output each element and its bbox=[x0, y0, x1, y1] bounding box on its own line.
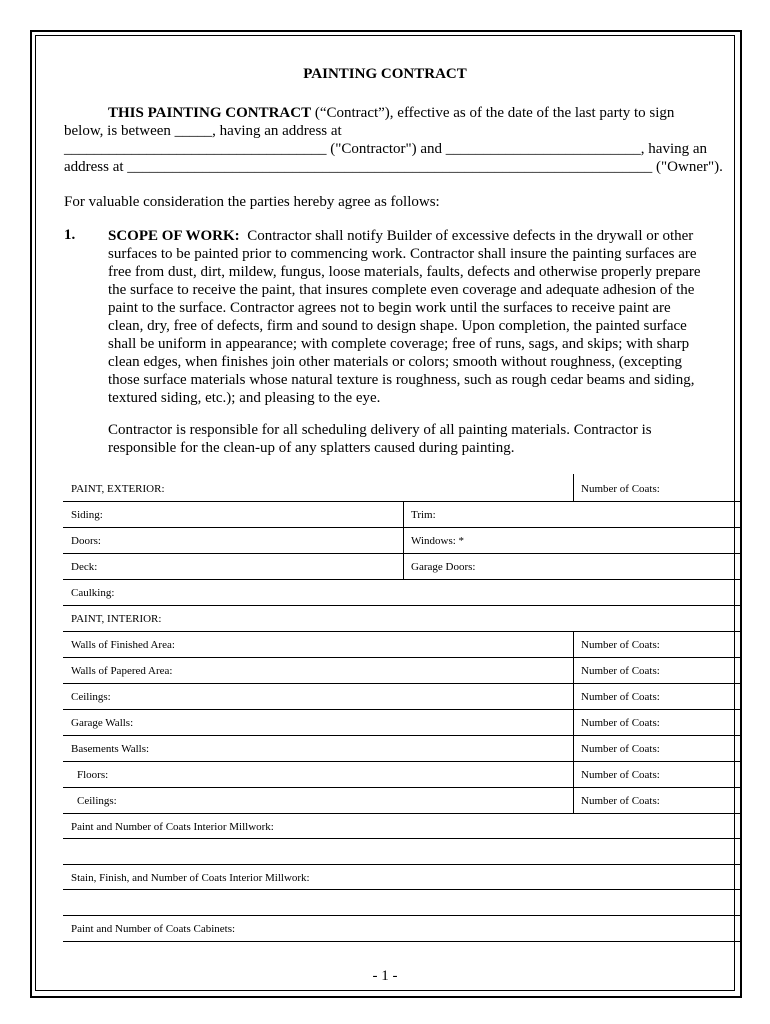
windows-label: Windows: * bbox=[411, 535, 465, 547]
section-1-line: clean, dry, free of defects, firm and sound to design shape. Upon completion, the painted surface bbox=[108, 318, 687, 334]
section-1-body bbox=[108, 227, 708, 457]
basements-walls-label: Basements Walls: bbox=[71, 743, 150, 755]
table-row bbox=[63, 736, 741, 762]
consideration-text: For valuable consideration the parties hereby agree as follows: bbox=[64, 194, 440, 210]
caulking-label: Caulking: bbox=[71, 587, 115, 599]
table-row bbox=[63, 788, 741, 814]
ceilings-label: Ceilings: bbox=[71, 691, 111, 703]
doors-label: Doors: bbox=[71, 535, 101, 547]
interior-millwork-stain-label: Stain, Finish, and Number of Coats Interior Millwork: bbox=[71, 872, 310, 884]
table-row bbox=[63, 632, 741, 658]
table-row bbox=[63, 502, 741, 528]
walls-finished-label: Walls of Finished Area: bbox=[71, 639, 175, 651]
interior-millwork-paint-label: Paint and Number of Coats Interior Millwork: bbox=[71, 821, 274, 833]
paint-exterior-label: PAINT, EXTERIOR: bbox=[71, 483, 165, 495]
paint-spec-table bbox=[63, 476, 741, 942]
number-of-coats-label: Number of Coats: bbox=[581, 769, 660, 781]
section-1-line: shall be uniform in appearance; with complete coverage; free of runs, sags, and skips; with sharp bbox=[108, 336, 690, 352]
table-row bbox=[63, 606, 741, 632]
number-of-coats-label: Number of Coats: bbox=[581, 691, 660, 703]
garage-walls-label: Garage Walls: bbox=[71, 717, 134, 729]
table-row bbox=[63, 684, 741, 710]
intro-line-3: ___________________________________ ("Contractor") and __________________________, having an bbox=[64, 141, 708, 157]
siding-label: Siding: bbox=[71, 509, 103, 521]
page-number: - 1 - bbox=[372, 968, 398, 984]
intro-line-1-rest: (“Contract”), effective as of the date of the last party to sign bbox=[311, 105, 675, 121]
section-1-para2-line: Contractor is responsible for all scheduling delivery of all painting materials. Contractor is bbox=[108, 422, 652, 438]
table-row bbox=[63, 762, 741, 788]
table-row bbox=[63, 916, 741, 942]
number-of-coats-label: Number of Coats: bbox=[581, 639, 660, 651]
intro-line-4: address at ______________________________________________________________________ ("Owner"). bbox=[64, 159, 723, 175]
number-of-coats-label: Number of Coats: bbox=[581, 665, 660, 677]
section-1-line: those surface materials whose natural texture is roughness, such as rough cedar beams and siding, bbox=[108, 372, 695, 388]
table-row bbox=[63, 528, 741, 554]
section-1-line: SCOPE OF WORK: Contractor shall notify Builder of excessive defects in the drywall or other bbox=[108, 228, 694, 244]
paint-interior-label: PAINT, INTERIOR: bbox=[71, 613, 162, 625]
cabinets-paint-label: Paint and Number of Coats Cabinets: bbox=[71, 923, 236, 935]
number-of-coats-label: Number of Coats: bbox=[581, 483, 660, 495]
walls-papered-label: Walls of Papered Area: bbox=[71, 665, 173, 677]
section-1-line: the surface to receive the paint, that insures complete even coverage and adequate adhesion of the bbox=[108, 282, 695, 298]
section-1-line: clean edges, when finishes join other materials or colors; smooth without roughness, (excepting bbox=[108, 354, 683, 370]
intro-lead: THIS PAINTING CONTRACT bbox=[108, 105, 312, 121]
number-of-coats-label: Number of Coats: bbox=[581, 795, 660, 807]
table-row bbox=[63, 580, 741, 606]
section-1-line: textured siding, etc.); and pleasing to the eye. bbox=[108, 390, 381, 406]
intro-line-2: below, is between _____, having an address at bbox=[64, 123, 342, 139]
intro-line-1 bbox=[108, 104, 674, 122]
document-title: PAINTING CONTRACT bbox=[303, 66, 467, 82]
section-1-line: paint to the surface. Contractor agrees not to begin work until the surfaces to receive paint are bbox=[108, 300, 671, 316]
section-1-line: surfaces to be painted prior to commencing work. Contractor shall insure the painting surfaces are bbox=[108, 246, 697, 262]
number-of-coats-label: Number of Coats: bbox=[581, 717, 660, 729]
table-row bbox=[63, 814, 741, 865]
ceilings-2-label: Ceilings: bbox=[77, 795, 117, 807]
garage-doors-label: Garage Doors: bbox=[411, 561, 476, 573]
number-of-coats-label: Number of Coats: bbox=[581, 743, 660, 755]
table-row bbox=[63, 554, 741, 580]
trim-label: Trim: bbox=[411, 509, 436, 521]
section-1-number: 1. bbox=[64, 227, 76, 243]
table-row bbox=[63, 658, 741, 684]
section-1-heading: SCOPE OF WORK: bbox=[108, 228, 240, 244]
table-row bbox=[63, 710, 741, 736]
table-row bbox=[63, 476, 741, 502]
section-1-line: free from dust, dirt, mildew, fungus, loose materials, faults, defects and otherwise properly prepare bbox=[108, 264, 701, 280]
section-1-para2-line: responsible for the clean-up of any splatters caused during painting. bbox=[108, 440, 515, 456]
deck-label: Deck: bbox=[71, 561, 98, 573]
table-row bbox=[63, 865, 741, 916]
floors-label: Floors: bbox=[77, 769, 109, 781]
